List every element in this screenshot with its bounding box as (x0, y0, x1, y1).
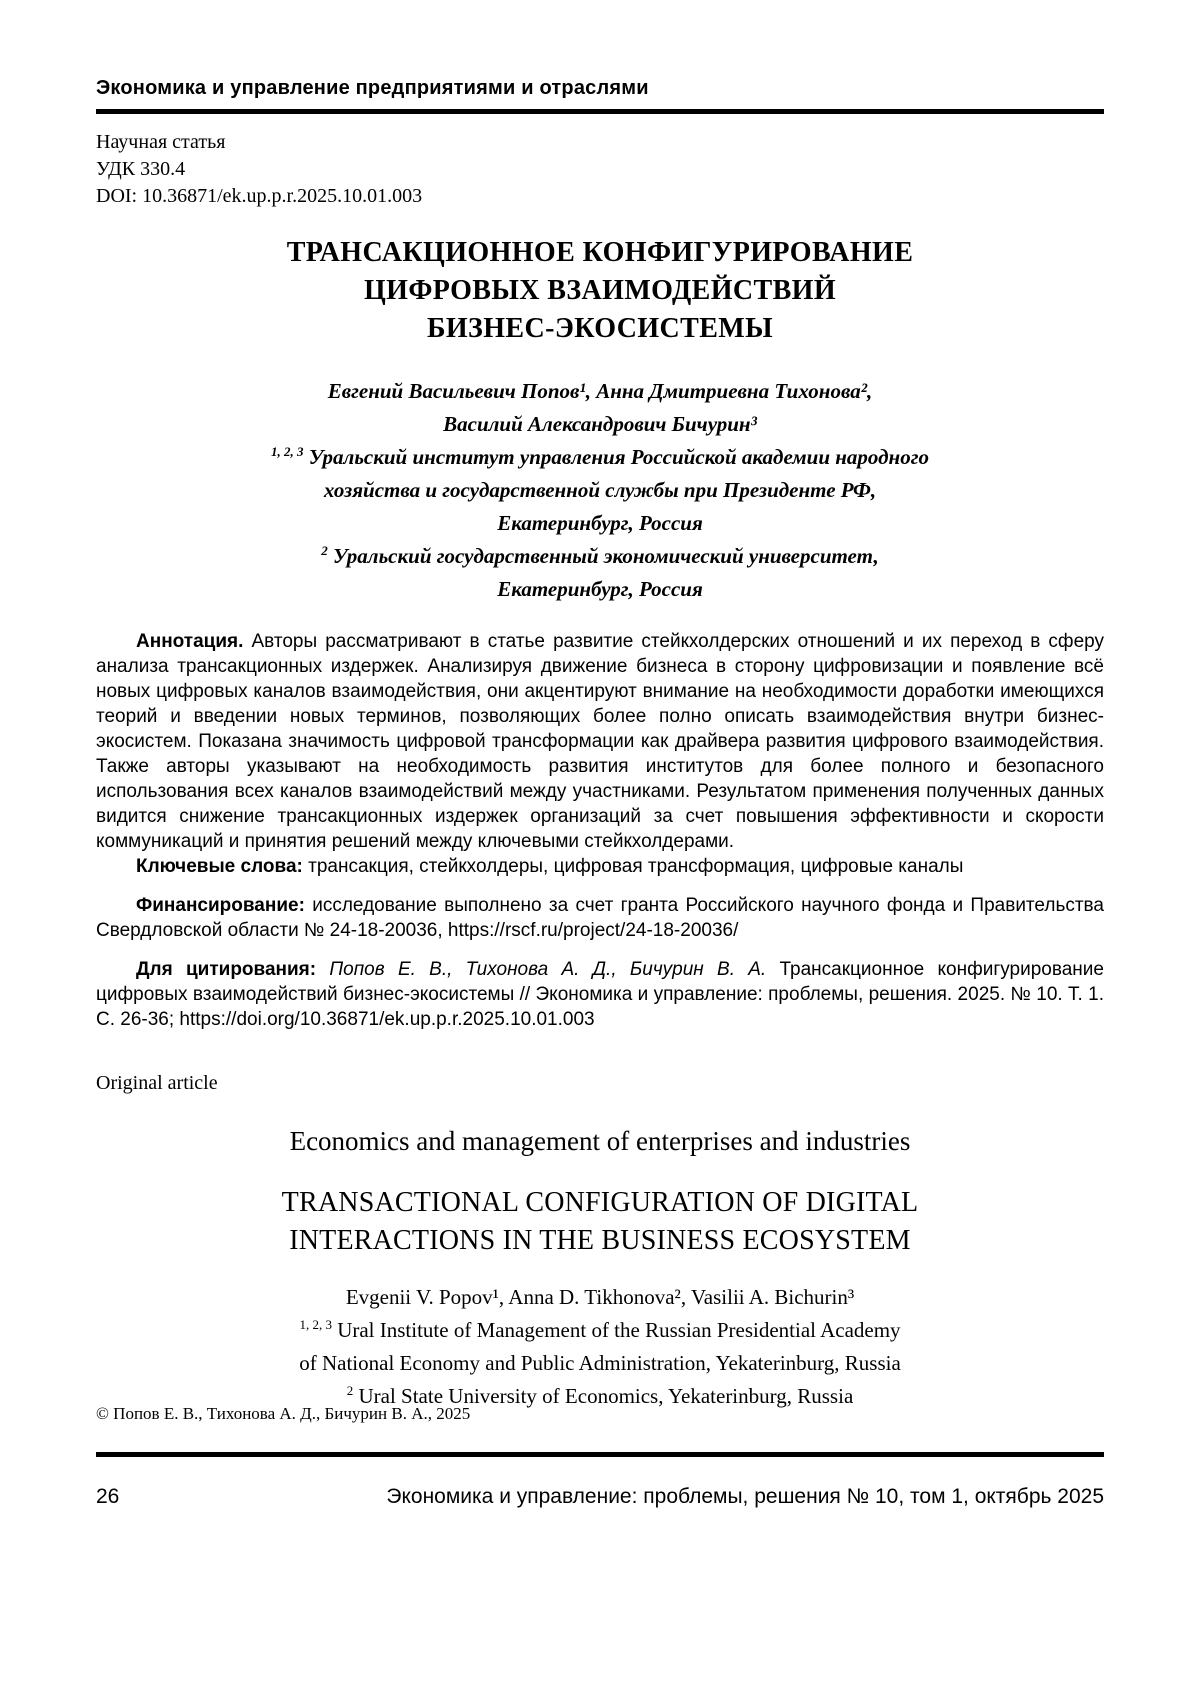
author-line (96, 405, 1104, 438)
article-meta (96, 129, 1104, 210)
citation-label: Для цитирования: (136, 959, 317, 980)
article-title-en: TRANSACTIONAL CONFIGURATION OF DIGITAL INTERACTIONS IN THE BUSINESS ECOSYSTEM (281, 1187, 919, 1256)
keywords-paragraph (96, 854, 1104, 879)
affiliation-marker: 1, 2, 3 (299, 1317, 332, 1332)
header-rule (96, 109, 1104, 114)
affiliation-marker: 1, 2, 3 (271, 444, 304, 459)
article-type-en: Original article (96, 1072, 218, 1094)
authors-affiliations-en (96, 1278, 1104, 1410)
author-line-text: Евгений Васильевич Попов¹, Анна Дмитриевна Тихонова², (327, 379, 873, 403)
article-type-label: Научная статья (96, 131, 226, 153)
funding-label: Финансирование: (136, 895, 305, 916)
funding-text: исследование выполнено за счет гранта Российского научного фонда и Правительства Свердловской области № 24-18-20036, https://rscf.ru/project/24-18-20036/ (96, 895, 1104, 941)
doi-number: DOI: 10.36871/ek.up.p.r.2025.10.01.003 (96, 185, 423, 207)
affiliation-text: Уральский институт управления Российской академии народного (308, 445, 929, 469)
article-title-ru: ТРАНСАКЦИОННОЕ КОНФИГУРИРОВАНИЕ ЦИФРОВЫХ ВЗАИМОДЕЙСТВИЙ БИЗНЕС-ЭКОСИСТЕМЫ (286, 237, 914, 344)
author-line-text: Evgenii V. Popov¹, Anna D. Tikhonova², Vasilii A. Bichurin³ (345, 1285, 855, 1309)
footer-rule (96, 1452, 1104, 1457)
section-title-ru: Экономика и управление предприятиями и отраслями (96, 77, 649, 99)
page-number: 26 (96, 1485, 120, 1508)
affiliation-text: хозяйства и государственной службы при Президенте РФ, (323, 478, 877, 502)
journal-section-header (96, 76, 1104, 114)
affiliation-line (96, 504, 1104, 537)
affiliation-line (96, 537, 1104, 570)
authors-affiliations-ru (96, 372, 1104, 603)
abstract-paragraph (96, 629, 1104, 854)
citation-authors: Попов Е. В., Тихонова А. Д., Бичурин В. А. (316, 959, 767, 980)
affiliation-marker: 2 (346, 1383, 354, 1398)
journal-issue-info: Экономика и управление: проблемы, решения № 10, том 1, октябрь 2025 (386, 1485, 1104, 1508)
author-line-text: Василий Александрович Бичурин³ (443, 412, 757, 436)
affiliation-marker: 2 (321, 543, 328, 558)
affiliation-line (96, 570, 1104, 603)
keywords-text: трансакция, стейкхолдеры, цифровая трансформация, цифровые каналы (302, 856, 964, 877)
affiliation-line (96, 1344, 1104, 1377)
journal-section-title-en: Economics and management of enterprises and industries (289, 1126, 911, 1156)
abstract-label: Аннотация. (136, 631, 244, 652)
abstract-text: Авторы рассматривают в статье развитие стейкхолдерских отношений и их переход в сферу анализа трансакционных издержек. Анализируя движение бизнеса в сторону цифровизации и появление всё новых цифровых каналов взаимодействия, они акцентируют внимание на необходимости доработки имеющихся теорий и введении новых терминов, позволяющих более полно описать взаимодействия внутри бизнес-экосистем. Показана значимость цифровой трансформации как драйвера развития цифрового взаимодействия. Также авторы указывают на необходимость развития институтов для более полного и безопасного использования всех каналов взаимодействий между участниками. Результатом применения полученных данных видится снижение трансакционных издержек организаций за счет повышения эффективности и скорости коммуникаций и принятия решений между ключевыми стейкхолдерами. (96, 631, 1104, 852)
affiliation-text: of National Economy and Public Administration, Yekaterinburg, Russia (299, 1351, 901, 1375)
citation-paragraph (96, 957, 1104, 1032)
author-line (96, 1278, 1104, 1311)
udc-number: УДК 330.4 (96, 158, 186, 180)
keywords-label: Ключевые слова: (136, 856, 303, 877)
affiliation-line (96, 1311, 1104, 1344)
citation-text: Трансакционное конфигурирование цифровых взаимодействий бизнес-экосистемы // Экономика и управление: проблемы, решения. 2025. № 10. Т. 1. С. 26-36; https://doi.org/10.36871/ek.up.p.r.2025.10.01.003 (96, 959, 1104, 1030)
page-footer (96, 1452, 1104, 1509)
author-line (96, 372, 1104, 405)
affiliation-text: Ural State University of Economics, Yekaterinburg, Russia (358, 1384, 854, 1408)
affiliation-text: Екатеринбург, Россия (497, 577, 703, 601)
affiliation-text: Ural Institute of Management of the Russian Presidential Academy (337, 1318, 901, 1342)
copyright-notice: © Попов Е. В., Тихонова А. Д., Бичурин В. А., 2025 (96, 1404, 471, 1423)
affiliation-text: Екатеринбург, Россия (497, 511, 703, 535)
funding-paragraph (96, 893, 1104, 943)
affiliation-text: Уральский государственный экономический университет, (333, 544, 879, 568)
affiliation-line (96, 471, 1104, 504)
affiliation-line (96, 438, 1104, 471)
